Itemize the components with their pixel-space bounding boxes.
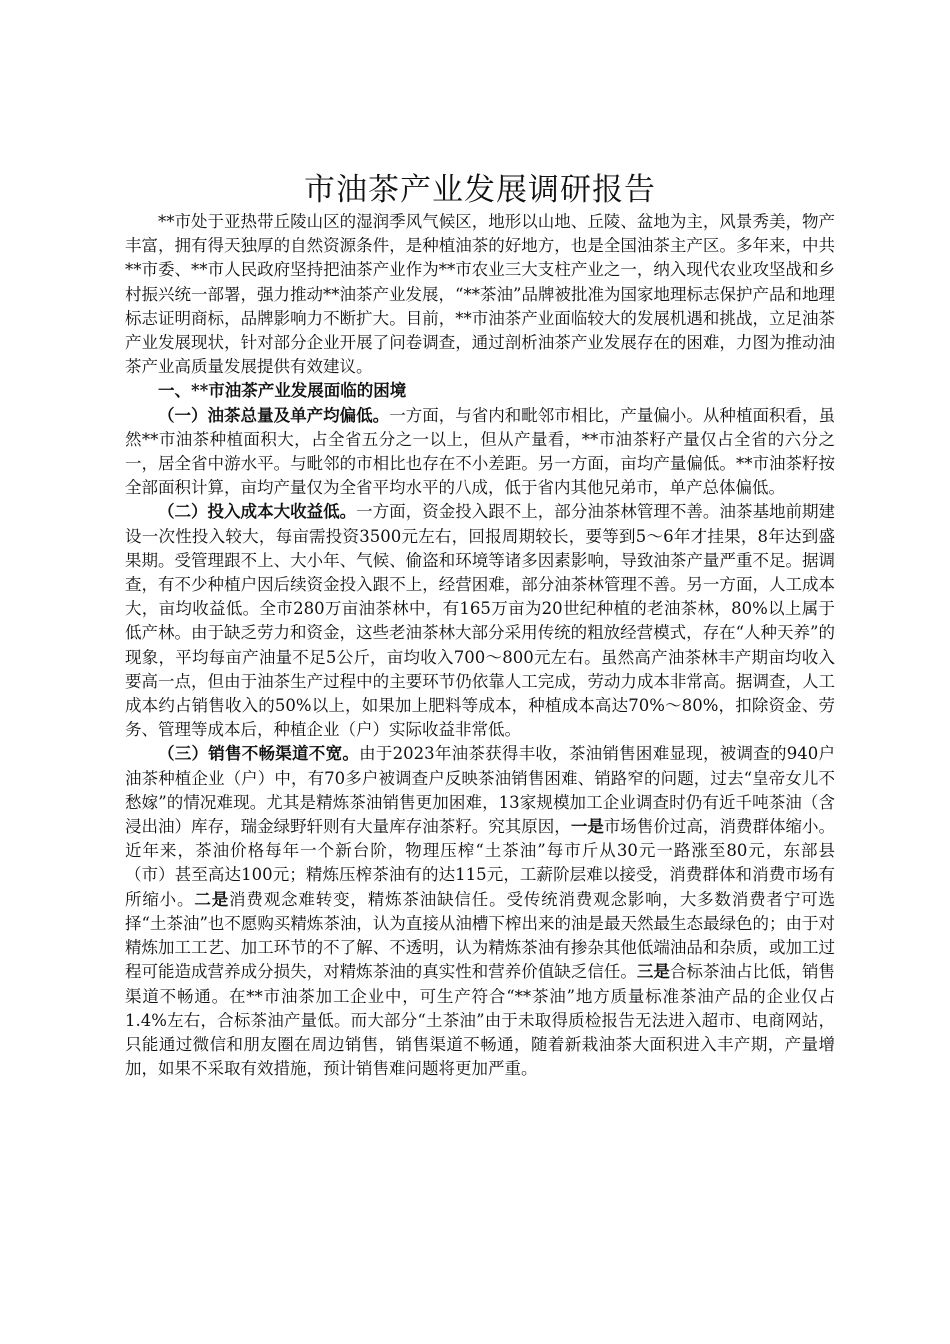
point-three-label: 三是: [636, 962, 670, 982]
section-heading: 一、**市油茶产业发展面临的困境: [158, 381, 407, 401]
point-two-label: 二是: [194, 889, 230, 909]
paragraph-3-text-b: 市场售价过高，消费群体缩小。近年来，茶油价格每年一个新台阶，物理压榨“土茶油”每市斤从30元一路涨至80元，东部县（市）甚至高达100元；精炼压榨茶油有的达115元，工薪阶层难以接受，消费群体和消费市场有所缩小。: [125, 817, 836, 909]
paragraph-3-text-c: 消费观念难转变，精炼茶油缺信任。受传统消费观念影响，大多数消费者宁可选择“土茶油”也不愿购买精炼茶油，认为直接从油槽下榨出来的油是最天然最生态最绿色的；由于对精炼加工工艺、加工环节的不了解、不透明，认为精炼茶油有掺杂其他低端油品和杂质，或加工过程可能造成营养成分损失，对精炼茶油的真实性和营养价值缺乏信任。: [125, 889, 836, 982]
paragraph-3-text-a: 由于2023年油茶获得丰收，茶油销售困难显现，被调查的940户油茶种植企业（户）中，有70多户被调查户反映茶油销售困难、销路窄的问题，过去“皇帝女儿不愁嫁”的情况难现。尤其是精炼茶油销售更加困难，13家规模加工企业调查时仍有近千吨茶油（含浸出油）库存，瑞金绿野轩则有大量库存油茶籽。究其原因，: [125, 744, 835, 837]
paragraph-3: [125, 742, 835, 1081]
intro-paragraph: **市处于亚热带丘陵山区的湿润季风气候区，地形以山地、丘陵、盆地为主，风景秀美，物产丰富，拥有得天独厚的自然资源条件，是种植油茶的好地方，也是全国油茶主产区。多年来，中共**市委、**市人民政府坚持把油茶产业作为**市农业三大支柱产业之一，纳入现代农业攻坚战和乡村振兴统一部署，强力推动**油茶产业发展，“**茶油”品牌被批准为国家地理标志保护产品和地理标志证明商标，品牌影响力不断扩大。目前，**市油茶产业面临较大的发展机遇和挑战，立足油茶产业发展现状，针对部分企业开展了问卷调查，通过剖析油茶产业发展存在的困难，力图为推动油茶产业高质量发展提供有效建议。: [125, 212, 835, 377]
paragraph-2-heading: （二）投入成本大收益低。: [158, 502, 357, 522]
paragraph-2-text: 一方面，资金投入跟不上，部分油茶林管理不善。油茶基地前期建设一次性投入较大，每亩需投资3500元左右，回报周期较长，要等到5～6年才挂果，8年达到盛果期。受管理跟不上、大小年、气候、偷盗和环境等诸多因素影响，导致油茶产量严重不足。据调查，有不少种植户因后续资金投入跟不上，经营困难，部分油茶林管理不善。另一方面，人工成本大，亩均收益低。全市280万亩油茶林中，有165万亩为20世纪种植的老油茶林，80%以上属于低产林。由于缺乏劳力和资金，这些老油茶林大部分采用传统的粗放经营模式，存在“人种天养”的现象，平均每亩产油量不足5公斤，亩均收入700～800元左右。虽然高产油茶林丰产期亩均收入要高一点，但由于油茶生产过程中的主要环节仍依靠人工完成，劳动力成本非常高。据调查，人工成本约占销售收入的50%以上，如果加上肥料等成本，种植成本高达70%～80%，扣除资金、劳务、管理等成本后，种植企业（户）实际收益非常低。: [125, 502, 836, 740]
document-title: 市油茶产业发展调研报告: [304, 172, 656, 208]
point-one-label: 一是: [570, 817, 604, 837]
paragraph-3-heading: （三）销售不畅渠道不宽。: [158, 744, 360, 764]
paragraph-1: [125, 404, 835, 501]
paragraph-1-text: 一方面，与省内和毗邻市相比，产量偏小。从种植面积看，虽然**市油茶种植面积大，占全省五分之一以上，但从产量看，**市油茶籽产量仅占全省的六分之一，居全省中游水平。与毗邻的市相比也存在不小差距。另一方面，亩均产量偏低。**市油茶籽按全部面积计算，亩均产量仅为全省平均水平的八成，低于省内其他兄弟市，单产总体偏低。: [125, 405, 836, 498]
document-page: [125, 170, 835, 1081]
paragraph-3-text-d: 合标茶油占比低，销售渠道不畅通。在**市油茶加工企业中，可生产符合“**茶油”地方质量标准茶油产品的企业仅占1.4%左右，合标茶油产量低。而大部分“土茶油”由于未取得质检报告无法进入超市、电商网站，只能通过微信和朋友圈在周边销售，销售渠道不畅通，随着新栽油茶大面积进入丰产期，产量增加，如果不采取有效措施，预计销售难问题将更加严重。: [125, 962, 836, 1079]
paragraph-2: [125, 500, 835, 742]
paragraph-1-heading: （一）油茶总量及单产均偏低。: [158, 405, 390, 425]
